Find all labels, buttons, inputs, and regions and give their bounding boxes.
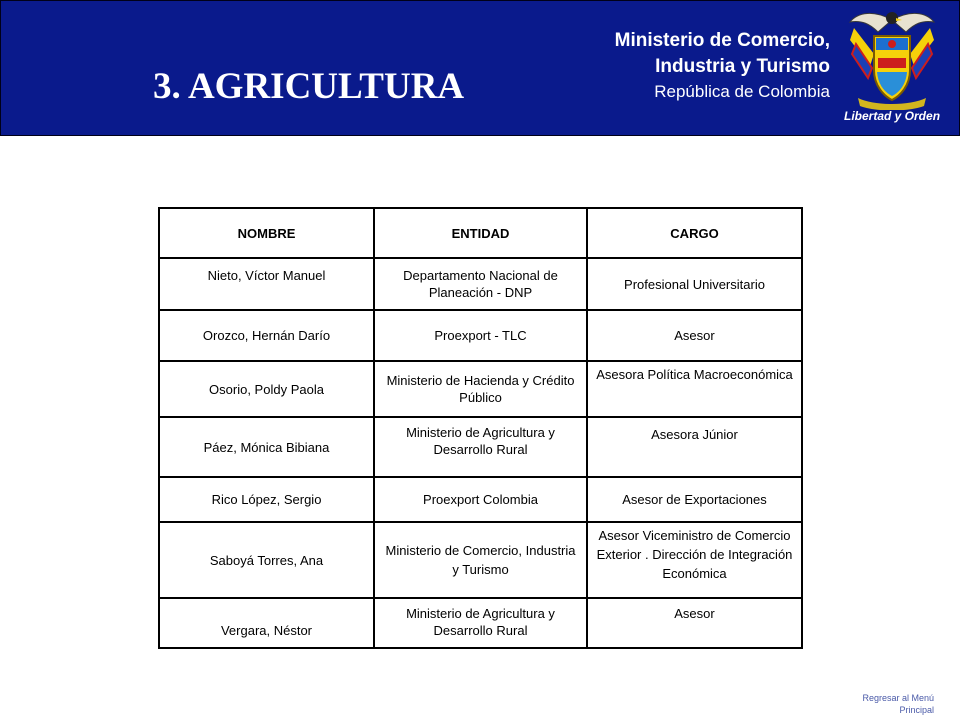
back-link-line1[interactable]: Regresar al Menú bbox=[862, 693, 934, 703]
cell-cargo: Asesora Júnior bbox=[587, 417, 802, 477]
cell-cargo: Asesora Política Macroeconómica bbox=[587, 361, 802, 417]
contacts-table bbox=[158, 207, 803, 649]
cell-nombre: Osorio, Poldy Paola bbox=[159, 361, 374, 417]
back-link-line2[interactable]: Principal bbox=[899, 705, 934, 715]
table-row bbox=[159, 310, 802, 361]
table-row bbox=[159, 417, 802, 477]
cell-cargo: Profesional Universitario bbox=[587, 258, 802, 310]
table-header-row bbox=[159, 208, 802, 258]
cell-cargo: Asesor bbox=[587, 310, 802, 361]
header-banner bbox=[0, 0, 960, 136]
table-row bbox=[159, 598, 802, 648]
column-header-entidad: ENTIDAD bbox=[374, 208, 587, 258]
ministry-name-line2: Industria y Turismo bbox=[655, 56, 830, 77]
cell-cargo: Asesor de Exportaciones bbox=[587, 477, 802, 522]
ministry-name-line1: Ministerio de Comercio, bbox=[614, 30, 830, 51]
table-row bbox=[159, 522, 802, 598]
cell-nombre: Orozco, Hernán Darío bbox=[159, 310, 374, 361]
cell-nombre: Páez, Mónica Bibiana bbox=[159, 417, 374, 477]
cell-entidad: Ministerio de Hacienda y Crédito Público bbox=[374, 361, 587, 417]
cell-nombre: Saboyá Torres, Ana bbox=[159, 522, 374, 598]
cell-entidad: Departamento Nacional de Planeación - DNP bbox=[374, 258, 587, 310]
page-title: 3. AGRICULTURA bbox=[153, 66, 465, 107]
table-row bbox=[159, 477, 802, 522]
cell-entidad: Ministerio de Comercio, Industria y Turismo bbox=[374, 522, 587, 598]
motto-text: Libertad y Orden bbox=[844, 109, 941, 123]
cell-entidad: Ministerio de Agricultura y Desarrollo Rural bbox=[374, 417, 587, 477]
cell-entidad: Proexport - TLC bbox=[374, 310, 587, 361]
column-header-nombre: NOMBRE bbox=[159, 208, 374, 258]
cell-nombre: Nieto, Víctor Manuel bbox=[159, 258, 374, 310]
table-row bbox=[159, 361, 802, 417]
back-to-menu-link[interactable] bbox=[814, 692, 934, 716]
column-header-cargo: CARGO bbox=[587, 208, 802, 258]
cell-cargo: Asesor bbox=[587, 598, 802, 648]
cell-nombre: Rico López, Sergio bbox=[159, 477, 374, 522]
cell-nombre: Vergara, Néstor bbox=[159, 598, 374, 648]
ministry-block bbox=[615, 28, 830, 104]
cell-entidad: Proexport Colombia bbox=[374, 477, 587, 522]
cell-entidad: Ministerio de Agricultura y Desarrollo Rural bbox=[374, 598, 587, 648]
table-row bbox=[159, 258, 802, 310]
cell-cargo: Asesor Viceministro de Comercio Exterior . Dirección de Integración Económica bbox=[587, 522, 802, 598]
country-name: República de Colombia bbox=[654, 82, 830, 101]
